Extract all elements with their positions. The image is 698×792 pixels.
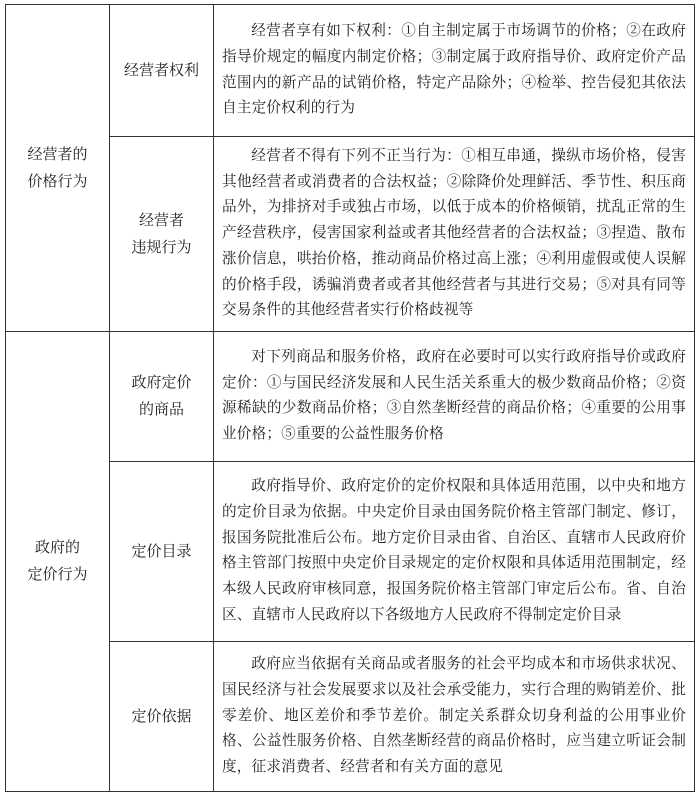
description-cell: 政府指导价、政府定价的定价权限和具体适用范围，以中央和地方的定价目录为依据。中央定价目录由国务院价格主管部门制定、修订，报国务院批准后公布。地方定价目录由省、自治区、直辖市人民政府价格主管部门按照中央定价目录规定的定价权限和具体适用范围制定，经本级人民政府审核同意，报国务院价格主管部门审定后公布。省、自治区、直辖市人民政府以下各级地方人民政府不得制定定价目录 [214,461,695,641]
subcategory-cell [110,5,214,137]
subcategory-label: 经营者权利 [123,61,199,79]
table-row [6,5,695,137]
description-cell: 政府应当依据有关商品或者服务的社会平均成本和市场供求状况、国民经济与社会发展要求以及社会承受能力，实行合理的购销差价、批零差价、地区差价和季节差价。制定关系群众切身利益的公用事业价格、公益性服务价格、自然垄断经营的商品价格时，应当建立听证会制度，征求消费者、经营者和有关方面的意见 [214,641,695,791]
subcategory-label: 经营者 [138,210,184,229]
table-row [6,137,695,332]
category-label: 经营者的 [27,144,88,163]
subcategory-label: 的商品 [138,400,184,419]
subcategory-cell [110,641,214,791]
subcategory-cell [110,331,214,461]
category-label: 政府的 [34,538,80,557]
description-cell: 经营者不得有下列不正当行为：①相互串通，操纵市场价格，侵害其他经营者或消费者的合法权益；②除降价处理鲜活、季节性、积压商品外，为排挤对手或独占市场，以低于成本的价格倾销，扰乱正常的生产经营秩序，侵害国家利益或者其他经营者的合法权益；③捏造、散布涨价信息，哄抬价格，推动商品价格过高上涨；④利用虚假或使人误解的价格手段，诱骗消费者或者其他经营者与其进行交易；⑤对具有同等交易条件的其他经营者实行价格歧视等 [214,137,695,332]
category-label: 价格行为 [27,171,88,190]
table-row [6,331,695,461]
subcategory-label: 违规行为 [131,237,192,256]
subcategory-label: 定价依据 [131,706,192,725]
subcategory-cell [110,461,214,641]
subcategory-cell [110,137,214,332]
subcategory-label: 政府定价 [131,373,192,392]
category-cell [6,5,110,332]
subcategory-label: 定价目录 [131,541,192,560]
table-row [6,461,695,641]
description-cell: 对下列商品和服务价格，政府在必要时可以实行政府指导价或政府定价：①与国民经济发展和人民生活关系重大的极少数商品价格；②资源稀缺的少数商品价格；③自然垄断经营的商品价格；④重要的公用事业价格；⑤重要的公益性服务价格 [214,331,695,461]
category-label: 定价行为 [27,565,88,584]
pricing-behavior-table [5,4,695,792]
table-row [6,641,695,791]
category-cell [6,331,110,791]
description-cell: 经营者享有如下权利：①自主制定属于市场调节的价格；②在政府指导价规定的幅度内制定价格；③制定属于政府指导价、政府定价产品范围内的新产品的试销价格，特定产品除外；④检举、控告侵犯其依法自主定价权利的行为 [214,5,695,137]
